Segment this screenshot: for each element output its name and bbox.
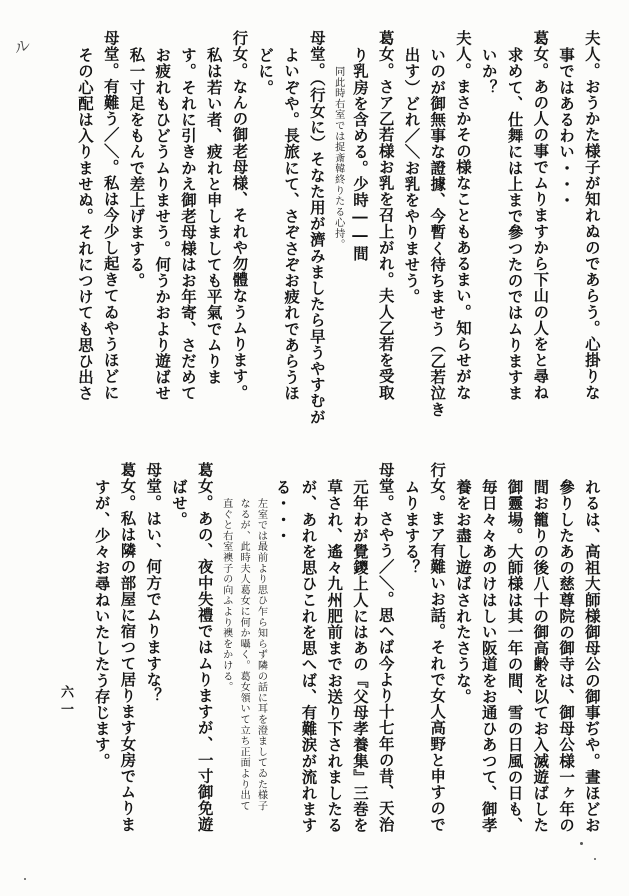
dialogue-line: 行女。なんの御老母様、それや勿體なうムります。	[230, 30, 249, 401]
dialogue-line: 私一寸足をもんで差上げまする。	[127, 47, 146, 289]
dialogue-line: 御靈場。大師様は其一年の間、雪の日風の日も、	[505, 479, 524, 834]
dialogue-line: る・・・	[273, 479, 292, 544]
stage-direction-line: 同此時右室では捉斎韓終りたる心持。	[332, 66, 344, 250]
dialogue-line: 參りしたあの慈尊院の御寺は、御母公様一ヶ年の	[557, 479, 576, 834]
dialogue-line: すが、少々お尋ねいたしたう存じます。	[92, 479, 111, 769]
stage-direction-line: 左室では最前より思ひ乍ら知らず隣の話に耳を澄ましてゐた様子	[255, 498, 267, 812]
dialogue-line: 母堂。（行女に）そなた用が濟みましたら早うやすむが	[307, 30, 326, 425]
dialogue-line: 母堂。さやう／＼。思へば今より十七年の昔、天治	[376, 462, 395, 833]
dialogue-line: いか？	[479, 47, 498, 96]
dialogue-line: どに。	[256, 47, 275, 96]
dialogue-line: 草され、遙々九州肥前までお送り下されましたる	[325, 479, 344, 834]
page-number: 六一	[58, 685, 73, 719]
dialogue-line: 私は若い者、疲れと申しましても平氣でムりま	[204, 47, 223, 386]
dialogue-line: れるは、高祖大師様御母公の御事ぢや。晝ほどお	[582, 479, 601, 834]
stage-direction-line: 直ぐと右室襖子の向ふより襖をかける。	[220, 498, 232, 693]
dialogue-line: 夫人。まさかその様なこともあるまい。知らせがな	[453, 30, 472, 401]
dialogue-line: 養をお盡し遊ばされたさうな。	[453, 479, 472, 705]
scan-speck	[24, 878, 26, 880]
dialogue-line: ムりまする？	[402, 479, 421, 576]
stage-direction-line: なるが、此時夫人葛女に何か囁く。葛女領いて立ち正面より出て	[238, 498, 250, 812]
dialogue-line: 葛女。あの、夜中失禮ではムりますが、一寸御免遊	[195, 462, 214, 833]
scan-speck	[594, 858, 596, 860]
bottom-text-block	[44, 462, 604, 842]
dialogue-line: ばせ。	[169, 479, 188, 528]
dialogue-line: 元年わが覺鑁上人にはあの『父母孝養集』三巻を	[350, 479, 369, 834]
dialogue-line: が、あれを思ひこれを思へば、有難涙が流れます	[299, 479, 318, 834]
dialogue-line: 葛女。あの人の事でムりますから下山の人をと尋ね	[531, 30, 550, 401]
dialogue-line: 求めて、仕舞には上まで參つたのではムりますま	[505, 47, 524, 402]
top-text-block	[44, 30, 604, 430]
dialogue-line: 毎日々々あのけはしい阪道をお通ひあつて、御孝	[479, 479, 498, 834]
dialogue-line: 夫人。おうかた様子が知れぬのであらう。心掛りな	[582, 30, 601, 401]
dialogue-line: 母堂。はい、何方でムりますな？	[144, 462, 163, 704]
dialogue-line: 行女。まア有難いお話。それで女人高野と申すので	[428, 462, 447, 833]
dialogue-line: す。それに引きかえ御老母様はお年寄、さだめて	[178, 47, 197, 402]
dialogue-line: 母堂。有難う／＼。私は今少し起きてゐやうほどに	[101, 30, 120, 401]
dialogue-line: いのが御無事な證據、今暫く待ちませう（乙若泣き	[428, 47, 447, 418]
dialogue-line: 葛女。さア乙若様お乳を召上がれ。夫人乙若を受取	[376, 30, 395, 401]
dialogue-line: その心配は入りませぬ。それにつけても思ひ出さ	[75, 47, 94, 402]
dialogue-line: 間お籠りの後八十の御高齢を以てお入滅遊ばした	[531, 479, 550, 834]
dialogue-line: 出す）どれ／＼お乳をやりませう。	[402, 47, 421, 305]
dialogue-line: 葛女。私は隣の部屋に宿つて居ります女房でムりま	[118, 462, 137, 833]
dialogue-line: 事ではあるわい・・・	[557, 47, 576, 208]
corner-mark: ル	[12, 35, 33, 58]
dialogue-line: よいぞや。長旅にて、さぞさぞお疲れであらうほ	[282, 47, 301, 402]
dialogue-line: り乳房を含める。少時――間	[350, 47, 369, 262]
dialogue-line: お疲れもひどうムりませう。何うかおより遊ばせ	[153, 47, 172, 402]
scan-speck	[580, 842, 583, 845]
